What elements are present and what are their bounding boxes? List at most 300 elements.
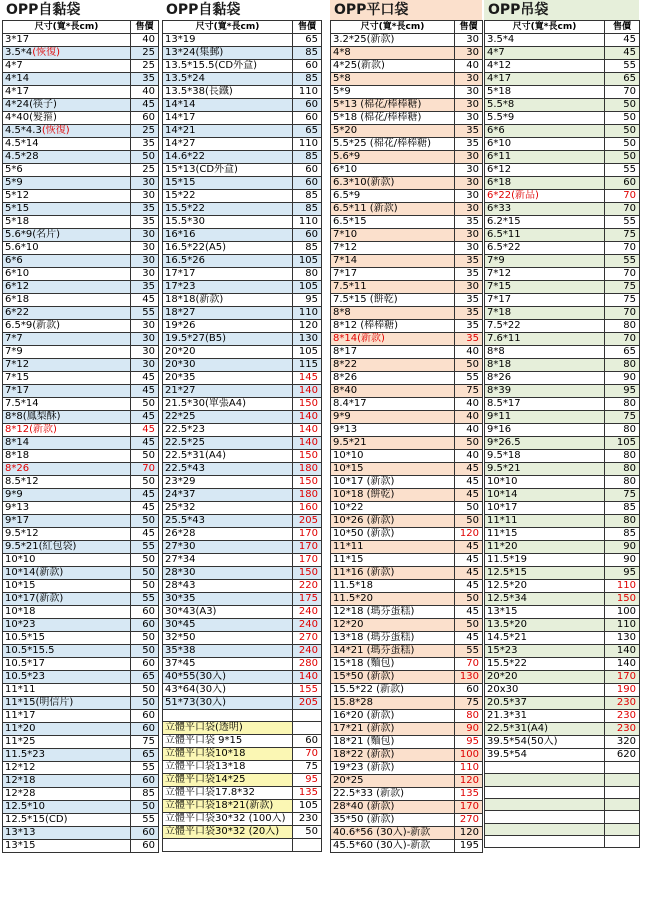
size-text: 8*26 [5,463,30,474]
price-cell: 40 [455,60,483,73]
size-cell [485,736,605,749]
price-cell: 85 [293,73,322,86]
size-cell [163,125,293,138]
table-row [331,294,483,307]
size-text: 6.5*15 [333,216,367,227]
size-cell [485,229,605,242]
table-row [163,255,322,268]
size-text: 6*10 [5,268,30,279]
size-cell [3,138,131,151]
table-row [485,554,640,567]
size-text: 11*16 (新款) [333,567,395,578]
size-cell [331,359,455,372]
price-cell: 50 [455,619,483,632]
table-row [3,775,159,788]
table-row [331,424,483,437]
table-row [331,450,483,463]
size-cell [3,762,131,775]
size-cell [3,385,131,398]
price-cell [293,722,322,735]
price-cell [605,811,640,823]
price-cell: 45 [131,385,159,398]
size-text: 4.5*28 [5,151,39,162]
size-text: 5*18 (棉花/棒棒糖) [333,112,422,123]
price-cell: 25 [131,125,159,138]
price-cell: 45 [131,489,159,502]
table-row [3,385,159,398]
size-cell [485,567,605,580]
price-cell: 65 [293,34,322,47]
size-text: 10*10 [333,450,364,461]
size-text: 6*22(新品) [487,190,539,201]
table-row [485,73,640,86]
price-cell [293,710,322,722]
table-row [331,515,483,528]
section-1 [2,0,159,853]
table-row [331,242,483,255]
size-text: 10*26 (新款) [333,515,395,526]
size-cell [331,580,455,593]
size-text: 立體平口袋10*18 [165,748,246,760]
price-cell: 240 [293,645,322,658]
size-text: 6.5*9(新款) [5,320,61,331]
size-cell [485,515,605,528]
price-cell: 70 [605,242,640,255]
table-row [163,242,322,255]
size-cell [331,138,455,151]
table-row [163,839,322,851]
table-row [485,281,640,294]
size-text: 32*50 [165,632,196,643]
price-cell: 80 [455,710,483,723]
table-row [331,437,483,450]
table-row [331,723,483,736]
size-text: 18*22 (新款) [333,749,395,760]
size-cell [485,60,605,73]
size-cell [331,723,455,736]
price-cell: 30 [131,190,159,203]
table-row [3,723,159,736]
size-cell [485,73,605,86]
size-text: 10*10 [5,554,36,565]
size-text: 24*37 [165,489,196,500]
size-text: 7*12 [333,242,358,253]
table-row [163,645,322,658]
price-cell: 80 [605,515,640,528]
price-cell: 80 [605,424,640,437]
size-cell [3,463,131,476]
size-cell [331,840,455,853]
size-text: 7*18 [487,307,512,318]
table-row [3,229,159,242]
table-row [3,541,159,554]
size-cell [331,632,455,645]
price-cell: 35 [455,216,483,229]
size-cell [485,437,605,450]
table-row [331,411,483,424]
size-cell [3,775,131,788]
size-text: 11.5*19 [487,554,527,565]
size-cell [3,723,131,736]
size-cell [331,450,455,463]
size-cell [331,437,455,450]
size-cell [3,814,131,827]
table-row [163,541,322,554]
size-text: 12.5*15(CD) [5,814,68,825]
price-cell: 50 [455,502,483,515]
size-text: 28*30 [165,567,196,578]
size-text: 9.5*21 [487,463,521,474]
size-cell [485,476,605,489]
price-cell: 30 [455,99,483,112]
table-row [3,788,159,801]
size-cell [163,216,293,229]
price-cell: 110 [293,307,322,320]
size-cell [331,177,455,190]
table-row [3,814,159,827]
size-cell [163,632,293,645]
size-text: 6*12 [5,281,30,292]
price-cell: 40 [131,34,159,47]
price-cell: 55 [605,164,640,177]
size-cell [163,268,293,281]
table-row [3,398,159,411]
price-cell: 75 [455,385,483,398]
size-cell [485,632,605,645]
price-cell: 30 [455,112,483,125]
size-cell [485,541,605,554]
size-cell [331,645,455,658]
size-text: 12.5*20 [487,580,527,591]
table-row [163,489,322,502]
size-cell [331,827,455,840]
table-row [485,580,640,593]
table-row [3,359,159,372]
price-cell: 45 [455,489,483,502]
size-cell [163,398,293,411]
size-text: 10.5*23 [5,671,45,682]
size-cell [331,697,455,710]
size-cell [331,47,455,60]
size-text: 13.5*20 [487,619,527,630]
table-row [3,372,159,385]
size-cell [485,125,605,138]
table-row [331,112,483,125]
price-cell: 65 [131,749,159,762]
price-cell: 140 [293,411,322,424]
size-cell [163,554,293,567]
table-row [163,761,322,774]
size-cell [3,658,131,671]
size-text: 8.5*17 [487,398,521,409]
price-cell: 35 [131,138,159,151]
price-cell: 155 [293,684,322,697]
size-text: 9*13 [5,502,30,513]
table-row [163,463,322,476]
size-text: 20*35 [165,372,196,383]
price-cell: 55 [605,255,640,268]
table-row [163,424,322,437]
size-cell [163,515,293,528]
price-cell: 195 [455,840,483,853]
size-text: 13.5*15.5(CD外盒) [165,60,258,71]
table-row [331,814,483,827]
size-text: 15*18 (麵包) [333,658,395,669]
size-cell [3,593,131,606]
size-text: 立體平口袋30*32 (100入) [165,813,286,825]
size-text: 8*39 [487,385,512,396]
price-cell: 50 [131,684,159,697]
price-cell: 100 [605,606,640,619]
size-cell [3,73,131,86]
table-row [3,697,159,710]
size-text: 19*23 (新款) [333,762,395,773]
size-text: 7*12 [487,268,512,279]
size-cell [163,735,293,748]
size-text: 10*17(新款) [5,593,64,604]
table-row [163,502,322,515]
size-text: 28*43 [165,580,196,591]
size-cell [163,385,293,398]
size-cell [485,372,605,385]
size-cell [485,671,605,684]
table-row [163,281,322,294]
price-cell: 35 [455,307,483,320]
table-row [331,489,483,502]
table-row [485,346,640,359]
price-cell: 30 [455,177,483,190]
size-cell [163,580,293,593]
price-cell: 45 [605,34,640,47]
price-table [2,20,159,853]
price-cell: 150 [293,450,322,463]
price-cell: 50 [131,450,159,463]
price-cell: 60 [131,112,159,125]
size-text: 9.5*21 [333,437,367,448]
price-table [484,20,640,848]
table-row [3,203,159,216]
table-row [331,203,483,216]
price-cell: 50 [605,99,640,112]
size-cell [163,658,293,671]
table-row [163,593,322,606]
table-row [3,424,159,437]
table-row [163,138,322,151]
size-text: 15.5*22 (新款) [333,684,404,695]
table-row [163,450,322,463]
table-row [163,125,322,138]
size-column-header: 尺寸(寬*長cm) [163,21,293,34]
price-cell: 55 [605,60,640,73]
table-row [163,320,322,333]
size-text: 7*7 [5,333,23,344]
price-cell: 30 [455,151,483,164]
price-column-header: 售價 [293,21,322,34]
size-cell [485,762,605,774]
price-cell: 170 [293,554,322,567]
size-cell [3,294,131,307]
table-row [3,47,159,60]
size-cell [3,333,131,346]
size-cell [3,60,131,73]
section-title: OPP自黏袋 [2,0,158,20]
size-cell [331,814,455,827]
size-text: 10*10 [487,476,518,487]
size-cell [331,190,455,203]
table-row [163,658,322,671]
price-cell: 50 [131,567,159,580]
size-text: 5.6*10 [5,242,39,253]
table-row [163,826,322,839]
price-table [330,20,483,853]
size-text: 5.6*9(名片) [5,229,61,240]
table-row [163,372,322,385]
price-cell: 620 [605,749,640,762]
size-text: 11*11 [5,684,36,695]
size-text: 8*40 [333,385,358,396]
price-table [162,20,322,852]
size-text: 10*15 [5,580,36,591]
size-text: 21.3*31 [487,710,527,721]
size-cell [163,722,293,735]
size-cell [331,658,455,671]
size-cell [3,528,131,541]
price-cell: 45 [455,554,483,567]
size-cell [331,112,455,125]
size-text: 10*23 [5,619,36,630]
price-cell: 95 [605,385,640,398]
table-row [163,398,322,411]
size-text: 9*13 [333,424,358,435]
size-cell [331,60,455,73]
size-text: 5*9 [5,177,23,188]
price-cell [605,836,640,848]
size-column-header: 尺寸(寬*長cm) [331,21,455,34]
price-cell: 45 [455,463,483,476]
size-cell [163,619,293,632]
size-text: 15.5*30 [165,216,205,227]
table-row [3,762,159,775]
size-cell [163,294,293,307]
size-cell [485,268,605,281]
size-cell [163,411,293,424]
size-text: 13*19 [165,34,196,45]
size-text: 15*23 [487,645,518,656]
table-row [485,697,640,710]
price-cell: 60 [131,827,159,840]
size-text: 11*11 [487,515,518,526]
size-text: 10*17 [487,502,518,513]
price-cell: 75 [131,736,159,749]
price-cell: 85 [605,528,640,541]
size-text: 15.5*22 [165,203,205,214]
table-row [331,138,483,151]
price-cell: 40 [455,398,483,411]
price-cell: 95 [293,774,322,787]
size-cell [3,671,131,684]
size-text: 9*26.5 [487,437,521,448]
price-cell: 30 [455,47,483,60]
price-cell: 85 [131,788,159,801]
table-row [163,86,322,99]
table-row [3,476,159,489]
price-cell: 85 [293,151,322,164]
size-text: 7.5*14 [5,398,39,409]
price-cell: 50 [131,580,159,593]
table-row [331,619,483,632]
table-row [331,229,483,242]
size-text: 8.4*17 [333,398,367,409]
table-row [163,528,322,541]
size-cell [331,372,455,385]
size-text: 17*21 (新款) [333,723,395,734]
size-text: 12*20 [333,619,364,630]
table-row [485,684,640,697]
size-cell [331,567,455,580]
table-row [3,255,159,268]
table-row [331,268,483,281]
price-cell: 35 [131,73,159,86]
size-cell [331,502,455,515]
size-text: 6.2*15 [487,216,521,227]
size-cell [331,333,455,346]
size-cell [331,788,455,801]
price-cell: 50 [455,359,483,372]
table-row [485,203,640,216]
size-cell [163,346,293,359]
size-text: 13*15 [487,606,518,617]
price-cell: 75 [293,761,322,774]
size-text: 7.5*11 [333,281,367,292]
size-cell [485,710,605,723]
price-cell: 80 [605,450,640,463]
size-text: 7*15 [487,281,512,292]
table-header-row [485,21,640,34]
size-cell [163,645,293,658]
section-title: OPP平口袋 [330,0,482,20]
size-cell [3,450,131,463]
table-row [331,541,483,554]
price-cell: 30 [131,229,159,242]
size-cell [485,528,605,541]
table-row [3,177,159,190]
table-row [3,632,159,645]
table-row [331,736,483,749]
size-cell [3,567,131,580]
size-text: 13.5*24 [165,73,205,84]
price-cell: 55 [131,307,159,320]
table-row [3,515,159,528]
price-cell: 90 [605,541,640,554]
size-cell [331,710,455,723]
price-cell: 45 [455,567,483,580]
size-text: 7*14 [333,255,358,266]
table-row [3,307,159,320]
size-cell [3,99,131,112]
size-text: 14*17 [165,112,196,123]
table-row [331,385,483,398]
price-cell: 85 [293,242,322,255]
size-cell [3,398,131,411]
size-text: 8*14(新款) [333,333,385,344]
table-row [331,567,483,580]
size-cell [163,839,293,851]
price-cell: 40 [455,424,483,437]
price-cell: 70 [455,658,483,671]
price-cell: 80 [605,476,640,489]
size-text: 4*7 [487,47,505,58]
price-cell: 50 [131,476,159,489]
